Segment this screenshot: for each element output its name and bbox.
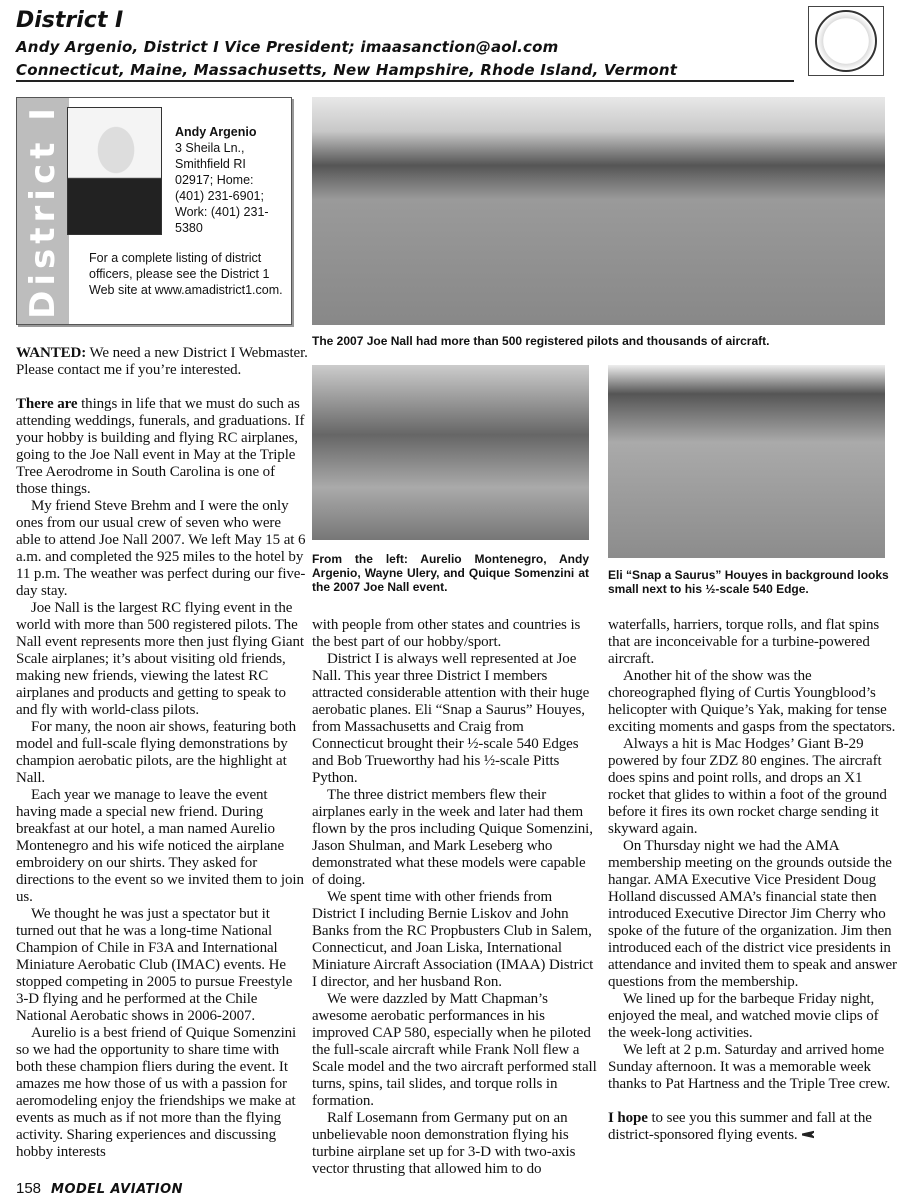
photo-flight-line — [312, 97, 885, 325]
contact-box — [16, 97, 292, 325]
district-states: Connecticut, Maine, Massachusetts, New Hampshire, Rhode Island, Vermont — [16, 61, 678, 79]
paragraph: We lined up for the barbeque Friday night, enjoyed the meal, and watched movie clips of the week-long activities. — [608, 991, 879, 1041]
article-column-2 — [312, 617, 598, 1178]
website-note: For a complete listing of district officers, please see the District 1 Web site at www.amadistrict1.com. — [89, 251, 283, 297]
paragraph: We thought he was just a spectator but it turned out that he was a long-time National Champion of Chile in F3A and International Miniature Aerobatic Club (IMAC) events. He stopped competing in 2005 to pursue Freestyle 3-D flying and he performed at the Chile National Aerobatic shows in 2006-2007. — [16, 906, 293, 1024]
address-line: Work: (401) 231- — [175, 205, 269, 219]
page-title: District I — [16, 8, 124, 33]
paragraph: Aurelio is a best friend of Quique Somenzini so we had the opportunity to share time with both these champion fliers during the event. It amazes me how those of us with a passion for aeromodeling enjoy the friendships we make at events as much as if not more than the flying activity. Sharing experiences and discussing hobby interests — [16, 1025, 297, 1160]
paragraph: Ralf Losemann from Germany put on an unbelievable noon demonstration flying his turbine airplane set up for 3-D with two-axis vector thrusting that allowed him to do — [312, 1110, 576, 1177]
paragraph-text: things in life that we must do such as attending weddings, funerals, and graduations. If your hobby is building and flying RC airplanes, going to the Joe Nall event in May at the Triple Tree Aerodrome in South Carolina is one of those things. — [16, 396, 305, 497]
address-line: 3 Sheila Ln., — [175, 141, 245, 155]
paragraph: Each year we manage to leave the event having made a special new friend. During breakfast at our hotel, a man named Aurelio Montenegro and his wife noticed the airplane embroidery on our shirts. They asked for directions to the event so we invited them to join us. — [16, 787, 304, 905]
address-line: 02917; Home: — [175, 173, 254, 187]
paragraph: We were dazzled by Matt Chapman’s awesome aerobatic performances in his improved CAP 580, especially when he piloted the full-scale aircraft while Frank Noll flew a Scale model and the two aircraft performed stall turns, spins, tail slides, and torque rolls in formation. — [312, 991, 597, 1109]
district-tab-label: District I — [23, 103, 63, 319]
paragraph: We spent time with other friends from District I including Bernie Liskov and John Banks from the RC Propbusters Club in Salem, Connecticut, and Joan Liska, International Miniature Aircraft Association (IMAA) District I director, and her husband Ron. — [312, 889, 594, 990]
paragraph: Always a hit is Mac Hodges’ Giant B-29 powered by four ZDZ 80 engines. The aircraft does spins and point rolls, and drops an X1 rocket that glides to within a foot of the ground before it fires its own rocket charge sending it skyward again. — [608, 736, 887, 837]
vp-contact: Andy Argenio, District I Vice President; imaasanction@aol.com — [16, 38, 559, 56]
article-column-3 — [608, 617, 898, 1144]
contact-card — [175, 124, 269, 236]
paragraph — [16, 396, 308, 498]
airplane-end-mark-icon — [798, 1130, 818, 1139]
address-line: (401) 231-6901; — [175, 189, 264, 203]
header-rule — [16, 80, 794, 82]
paragraph: District I is always well represented at Joe Nall. This year three District I members attracted considerable attention with their huge aerobatic planes. Eli “Snap a Saurus” Houyes, from Massachusetts and Craig from Connecticut brought their ½-scale 540 Edges and Bob Trueworthy had his ½-scale Pitts Python. — [312, 651, 590, 786]
paragraph — [16, 345, 308, 379]
paragraph: waterfalls, harriers, torque rolls, and flat spins that are inconceivable for a turbine-powered aircraft. — [608, 617, 880, 667]
paragraph: My friend Steve Brehm and I were the only ones from our usual crew of seven who were able to attend Joe Nall 2007. We left May 15 at 6 a.m. and completed the 925 miles to the hotel by 11 p.m. The weather was perfect during our five-day stay. — [16, 498, 306, 599]
magazine-name: MODEL AVIATION — [51, 1182, 184, 1197]
lead-in: There are — [16, 396, 78, 412]
paragraph: with people from other states and countries is the best part of our hobby/sport. — [312, 617, 581, 650]
ama-seal-icon — [815, 10, 877, 72]
paragraph-text: to see you this summer and fall at the district-sponsored flying events. — [608, 1110, 872, 1143]
paragraph-text: We need a new District I Webmaster. Please contact me if you’re interested. — [16, 345, 308, 378]
lead-in: I hope — [608, 1110, 648, 1126]
lead-in: WANTED: — [16, 345, 87, 361]
paragraph: For many, the noon air shows, featuring both model and full-scale flying demonstrations by champion aerobatic pilots, are the highlight at Nall. — [16, 719, 296, 786]
paragraph: The three district members flew their airplanes early in the week and later had them flown by the pros including Quique Somenzini, Jason Shulman, and Mark Leseberg who demonstrated what these models were capable of doing. — [312, 787, 593, 888]
caption-540-edge: Eli “Snap a Saurus” Houyes in background looks small next to his ½-scale 540 Edge. — [608, 568, 889, 596]
contact-name: Andy Argenio — [175, 125, 257, 139]
paragraph — [608, 1110, 898, 1144]
photo-group — [312, 365, 589, 540]
paragraph: Another hit of the show was the choreographed flying of Curtis Youngblood’s helicopter with Quique’s Yak, making for tense exciting moments and gasps from the spectators. — [608, 668, 896, 735]
photo-540-edge — [608, 365, 885, 558]
page-number: 158 — [16, 1180, 42, 1197]
paragraph: On Thursday night we had the AMA membership meeting on the grounds outside the hangar. AMA Executive Vice President Doug Holland discussed AMA’s financial state then introduced Executive Director Jim Cherry who spoke of the future of the organization. Jim then introduced each of the district vice presidents in attendance and invited them to speak and answer questions from the membership. — [608, 838, 897, 990]
paragraph: We left at 2 p.m. Saturday and arrived home Sunday afternoon. It was a memorable week thanks to Pat Hartness and the Triple Tree crew. — [608, 1042, 891, 1092]
caption-group: From the left: Aurelio Montenegro, Andy Argenio, Wayne Ulery, and Quique Somenzini at the 2007 Joe Nall event. — [312, 552, 589, 594]
address-line: 5380 — [175, 221, 203, 235]
page-footer — [16, 1180, 183, 1197]
caption-flight-line: The 2007 Joe Nall had more than 500 registered pilots and thousands of aircraft. — [312, 334, 770, 348]
district-logo — [808, 6, 884, 76]
paragraph: Joe Nall is the largest RC flying event in the world with more than 500 registered pilots. The Nall event represents more then just flying Giant Scale airplanes; it’s about visiting old friends, making new friends, viewing the latest RC airplanes and products and getting to speak to and fly with world-class pilots. — [16, 600, 304, 718]
district-tab — [17, 98, 69, 324]
article-column-1 — [16, 345, 308, 1161]
portrait-photo — [67, 107, 162, 235]
address-line: Smithfield RI — [175, 157, 246, 171]
